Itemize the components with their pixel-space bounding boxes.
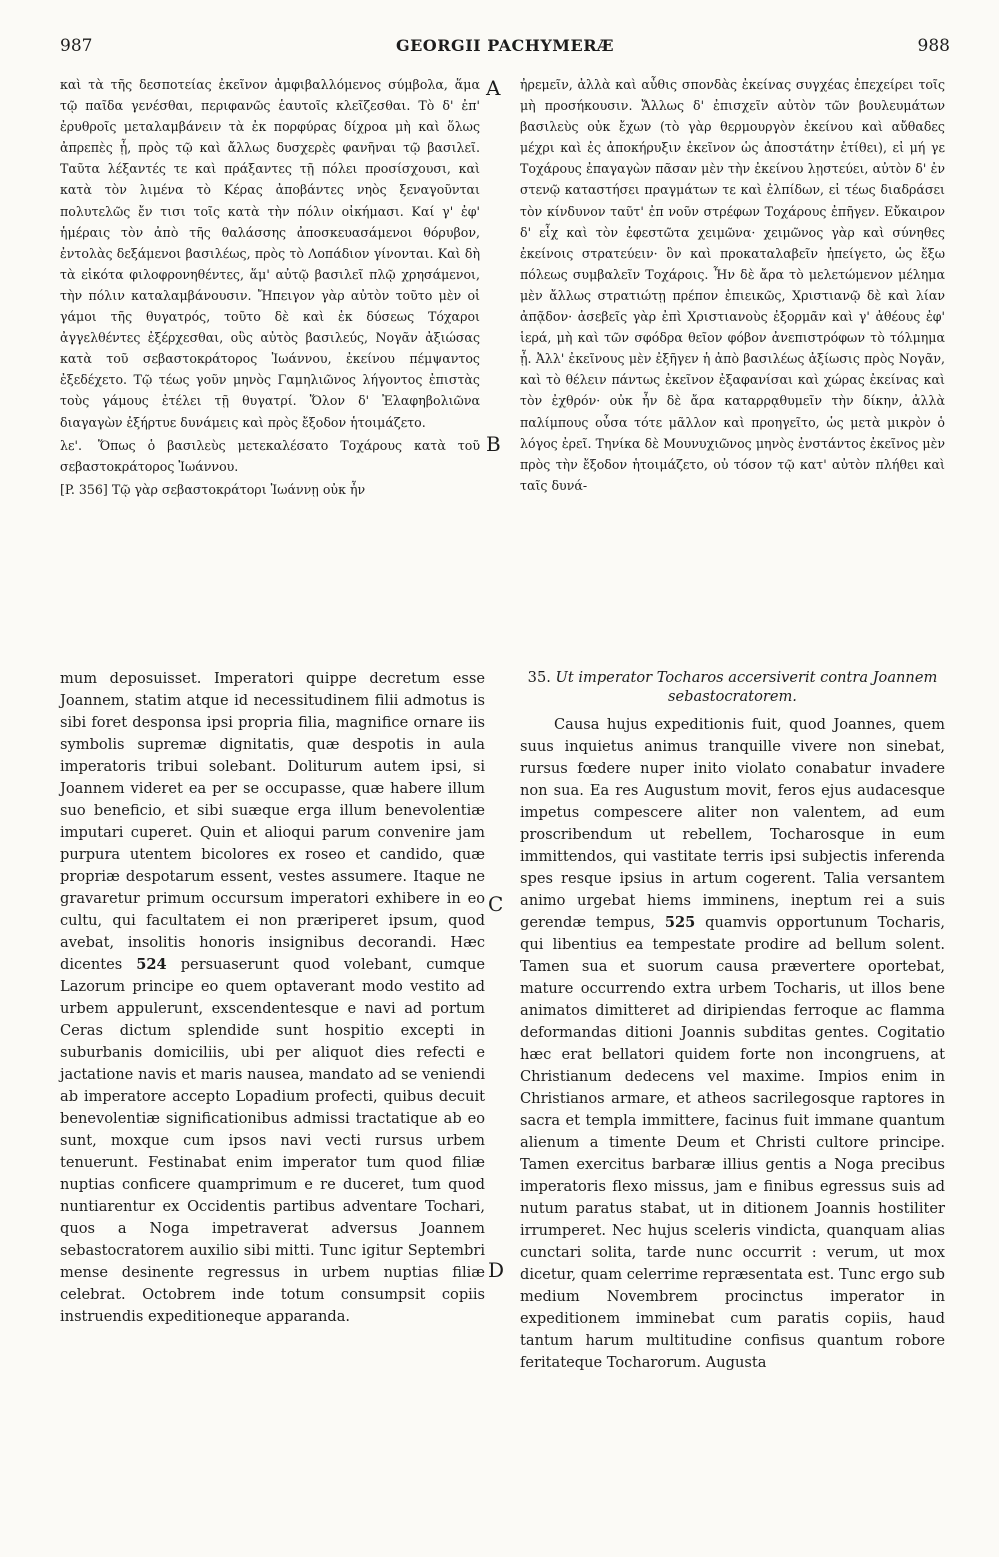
greek-column-left [60,74,480,500]
greek-right-body: ἠρεμεῖν, ἀλλὰ καὶ αὖθις σπονδὰς ἐκείνας συγχέας ἐπεχείρει τοῖς μὴ προσήκουσιν. Ἄλλως δ' ἐπισχεῖν αὐτὸν τῶν βουλευμάτων βασιλεὺς οὐκ ἔχων (τὸ γὰρ θερμουργὸν ἐκείνου καὶ αὔθαδες μέχρι καὶ ἐς ἀποκήρυξιν ἐκεῖνον ὡς ἀποστάτην ἐτίθει), εἰ μή γε Τοχάρους ἐπαγαγὼν πᾶσαν μὲν τὴν ἐκείνου λῃστεύει, αὐτὸν δ' ἐν στενῷ καταστήσει πραγμάτων τε καὶ ἐλπίδων, εἰ τέως διαδράσει τὸν κίνδυνον ταῦτ' ἐπ νοῦν στρέφων Τοχάρους ἐπῆγεν. Εὔκαιρον δ' εἶχ καὶ τὸν ἐφεστῶτα χειμῶνα· χειμῶνος γὰρ καὶ σύνηθες ἐκείνοις στρατεύειν· ὃν καὶ προκαταλαβεῖν ἠπείγετο, ὡς ἔξω πόλεως συμβαλεῖν Τοχάροις. Ἦν δὲ ἄρα τὸ μελετώμενον μέλημα μὲν ἄλλως στρατιώτῃ πρέπον ἐπιεικῶς, Χριστιανῷ δὲ καὶ λίαν ἀπᾷδον· ἀσεβεῖς γὰρ ἐπὶ Χριστιανοὺς ἐξορμᾶν καὶ γ' ἀθέους ἐφ' ἱερά, μὴ καὶ τῶν σφόδρα θεῖον φόβον ἀνεπιστρόφων τὸ τόλμημα ᾖ. Ἀλλ' ἐκεῖνους μὲν ἐξῆγεν ἡ ἀπὸ βασιλέως ἀξίωσις πρὸς Νογᾶν, καὶ τὸ θέλειν πάντως ἐκεῖνον ἐξαφανίσαι καὶ χώρας ἐκείνας καὶ τὸν ἐχθρόν· οὐκ ἦν δὲ ἄρα καταρρᾳθυμεῖν τὴν δίκην, ἀλλὰ παλίμπους οὖσα τότε μᾶλλον καὶ προηγεῖτο, ὡς μετὰ μικρὸν ὁ λόγος ἐρεῖ. Τηνίκα δὲ Μουνυχιῶνος μηνὸς ἐνστάντος ἐκεῖνος μὲν πρὸς τὴν ἔξοδον ἡτοιμάζετο, οὐ τόσον τῷ κατ' αὐτὸν πλήθει καὶ ταῖς δυνά- [520,77,945,493]
greek-page-ref-line [60,479,480,500]
latin-right-text-a: Causa hujus expeditionis fuit, quod Joannes, quem suus inquietus animus tranquille vivere non sinebat, rursus fœdere nuper inito violato conabatur invadere non sua. Ea res Augustum movit, feros ejus audacesque impetus compescere aliter non valentem, ad eum proscribendum ut rebellem, Tocharosque in eum immittendos, qui vastitate terris ipsi subjectis inferenda spes resque ipsius in artum cogerent. Talia versantem animo urgebat hiems imminens, ineptum rei a suis gerendæ tempus, [520,716,945,931]
latin-left-text-a: mum deposuisset. Imperatori quippe decretum esse Joannem, statim atque id necessitudinem filii admotus is sibi foret desponsa ipsi propria filia, magnifice ornare iis symbolis supremæ dignitatis, quæ despotis in aula imperatoris tribui solebant. Doliturum autem ipsi, si Joannem videret ea per se occupasse, quæ habere illum suo beneficio, et sibi suæque erga illum benevolentiæ imputari cuperet. Quin et alioqui parum convenire jam purpura utentem bicolores ex roseo et candido, quæ propriæ despotarum essent, vestes assumere. Itaque ne gravaretur primum occursum imperatori exhibere in eo cultu, qui facultatem ei non præriperet ipsum, quod avebat, insolitis honoris insignibus decorandi. Hæc dicentes [60,670,485,973]
greek-chapter-title: Ὅπως ὁ βασιλεὺς μετεκαλέσατο Τοχάρους κατὰ τοῦ σεβαστοκράτορος Ἰωάννου. [60,437,480,474]
latin-chapter-heading [520,668,945,706]
greek-chapter-heading [60,435,480,477]
page-mark-524: 524 [136,956,167,973]
page-header [60,36,950,60]
latin-column-left [60,668,485,1328]
right-page-number: 988 [917,36,950,56]
greek-chapter-number: λε'. [60,437,82,453]
greek-left-body: καὶ τὰ τῆς δεσποτείας ἐκεῖνον ἀμφιβαλλόμενος σύμβολα, ἅμα τῷ παῖδα γενέσθαι, περιφανῶς ἑαυτοῖς κλεῖζεσθαι. Τὸ δ' ἐπ' ἐρυθροῖς μεταλαμβάνειν τὰ ἐκ πορφύρας δίχροα μὴ καὶ ὅλως ἀπρεπὲς ᾖ, πρὸς τῷ καὶ ἄλλως δυσχερὲς φανῆναι τῷ βασιλεῖ. Ταῦτα λέξαντές τε καὶ πράξαντες τῇ πόλει προσίσχουσι, καὶ κατὰ τὸν λιμένα τὸ Κέρας ἀποβάντες νηὸς ξεναγοῦνται πολυτελῶς ἔν τισι τοῖς κατὰ τὴν πόλιν οἰκήμασι. Καί γ' ἐφ' ἡμέραις τὸν ἀπὸ τῆς θαλάσσης ἀποσκευασάμενοι θόρυβον, ἐντολὰς δεξάμενοι βασιλέως, πρὸς τὸ Λοπάδιον γίνονται. Καὶ δὴ τὰ εἰκότα φιλοφρονηθέντες, ἅμ' αὐτῷ βασιλεῖ πλῷ χρησάμενοι, τὴν πόλιν καταλαμβάνουσιν. Ἤπειγον γὰρ αὐτὸν τοῦτο μὲν οἱ γάμοι τῆς θυγατρός, τοῦτο δὲ καὶ ἐκ δύσεως Τόχαροι ἀγγελθέντες ἐξέρχεσθαι, οὓς αὐτὸς βασιλεύς, Νογᾶν ἀξιώσας κατὰ τοῦ σεβαστοκράτορος Ἰωάννου, ἐκείνου πέμψαντος ἐξεδέχετο. Τῷ τέως γοῦν μηνὸς Γαμηλιῶνος λήγοντος ἐπιστὰς τοὺς γάμους ἐτέλει τῇ θυγατρί. Ὅλον δ' Ἐλαφηβολιῶνα διαγαγὼν ἐξήρτυε δυνάμεις καὶ πρὸς ἔξοδον ἡτοιμάζετο. [60,77,480,430]
latin-left-paragraph [60,668,485,1328]
greek-column-right [520,74,945,496]
latin-left-text-b: persuaserunt quod volebant, cumque Lazorum principe eo quem optaverant modo vestito ad urbem appulerunt, exscendentesque e navi ad portum Ceras dictum splendide sunt hospitio excepti in suburbanis domiciliis, ubi per aliquot dies refecti e jactatione navis et maris nausea, mandato ad se veniendi ab imperatore accepto Lopadium profecti, quibus decuit benevolentiæ significationibus admissi tractatique ab eo sunt, moxque cum ipsos navi vecti rursus urbem tenuerunt. Festinabat enim imperator tum quod filiæ nuptias conficere quamprimum e re duceret, tum quod nuntiarentur ex Occidentis partibus adventare Tochari, quos a Noga impetraverat adversus Joannem sebastocratorem auxilio sibi mitti. Tunc igitur Septembri mense desinente regressus in urbem nuptias filiæ celebrat. Octobrem inde totum consumpsit copiis instruendis expeditioneque apparanda. [60,956,485,1325]
running-title: GEORGII PACHYMERÆ [395,36,615,55]
greek-page-ref: [P. 356] [60,481,108,497]
latin-chapter-number: 35. [527,669,551,686]
margin-marker-b: B [486,432,501,456]
margin-marker-a: A [486,76,501,100]
latin-column-right [520,668,945,1374]
greek-left-last-line: Τῷ γὰρ σεβαστοκράτορι Ἰωάννῃ οὐκ ἦν [111,481,366,497]
margin-marker-c: C [488,892,504,916]
page-mark-525: 525 [664,914,696,931]
latin-right-text-b: quamvis opportunum Tocharis, qui libentius ea tempestate prodire ad bellum solent. Tamen sua et suorum causa prævertere oportebat, mature occurrendo extra urbem Tocharis, ut illos bene animatos dimitteret ad diripiendas ferroque ac flamma deformandas ditioni Joannis subditas gentes. Cogitatio hæc erat bellatori quidem forte non incongruens, at Christianum dedecens vel maxime. Impios enim in Christianos armare, et atheos sacrilegosque raptores in sacra et templa immittere, facinus fuit immane quantum alienum a timente Deum et Christi cultore principe. Tamen exercitus barbaræ illius gentis a Noga precibus imperatoris flexo missus, jam e finibus egressus suis ad nutum paratus stabat, ut in ditionem Joannis hostiliter irrumperet. Nec hujus sceleris vindicta, quanquam alias cunctari solita, tarde nunc occurrit : verum, ut mox dicetur, quam celerrime repræsentata est. Tunc ergo sub medium Novembrem procinctus imperator in expeditionem imminebat cum paratis copiis, haud tantum harum multitudine confisus quantum robore feritateque Tocharorum. Augusta [520,914,945,1371]
latin-right-paragraph [520,714,945,1374]
margin-marker-d: D [488,1258,505,1282]
latin-chapter-title: Ut imperator Tocharos accersiverit contra Joannem sebastocratorem. [555,669,938,705]
left-page-number: 987 [60,36,93,56]
